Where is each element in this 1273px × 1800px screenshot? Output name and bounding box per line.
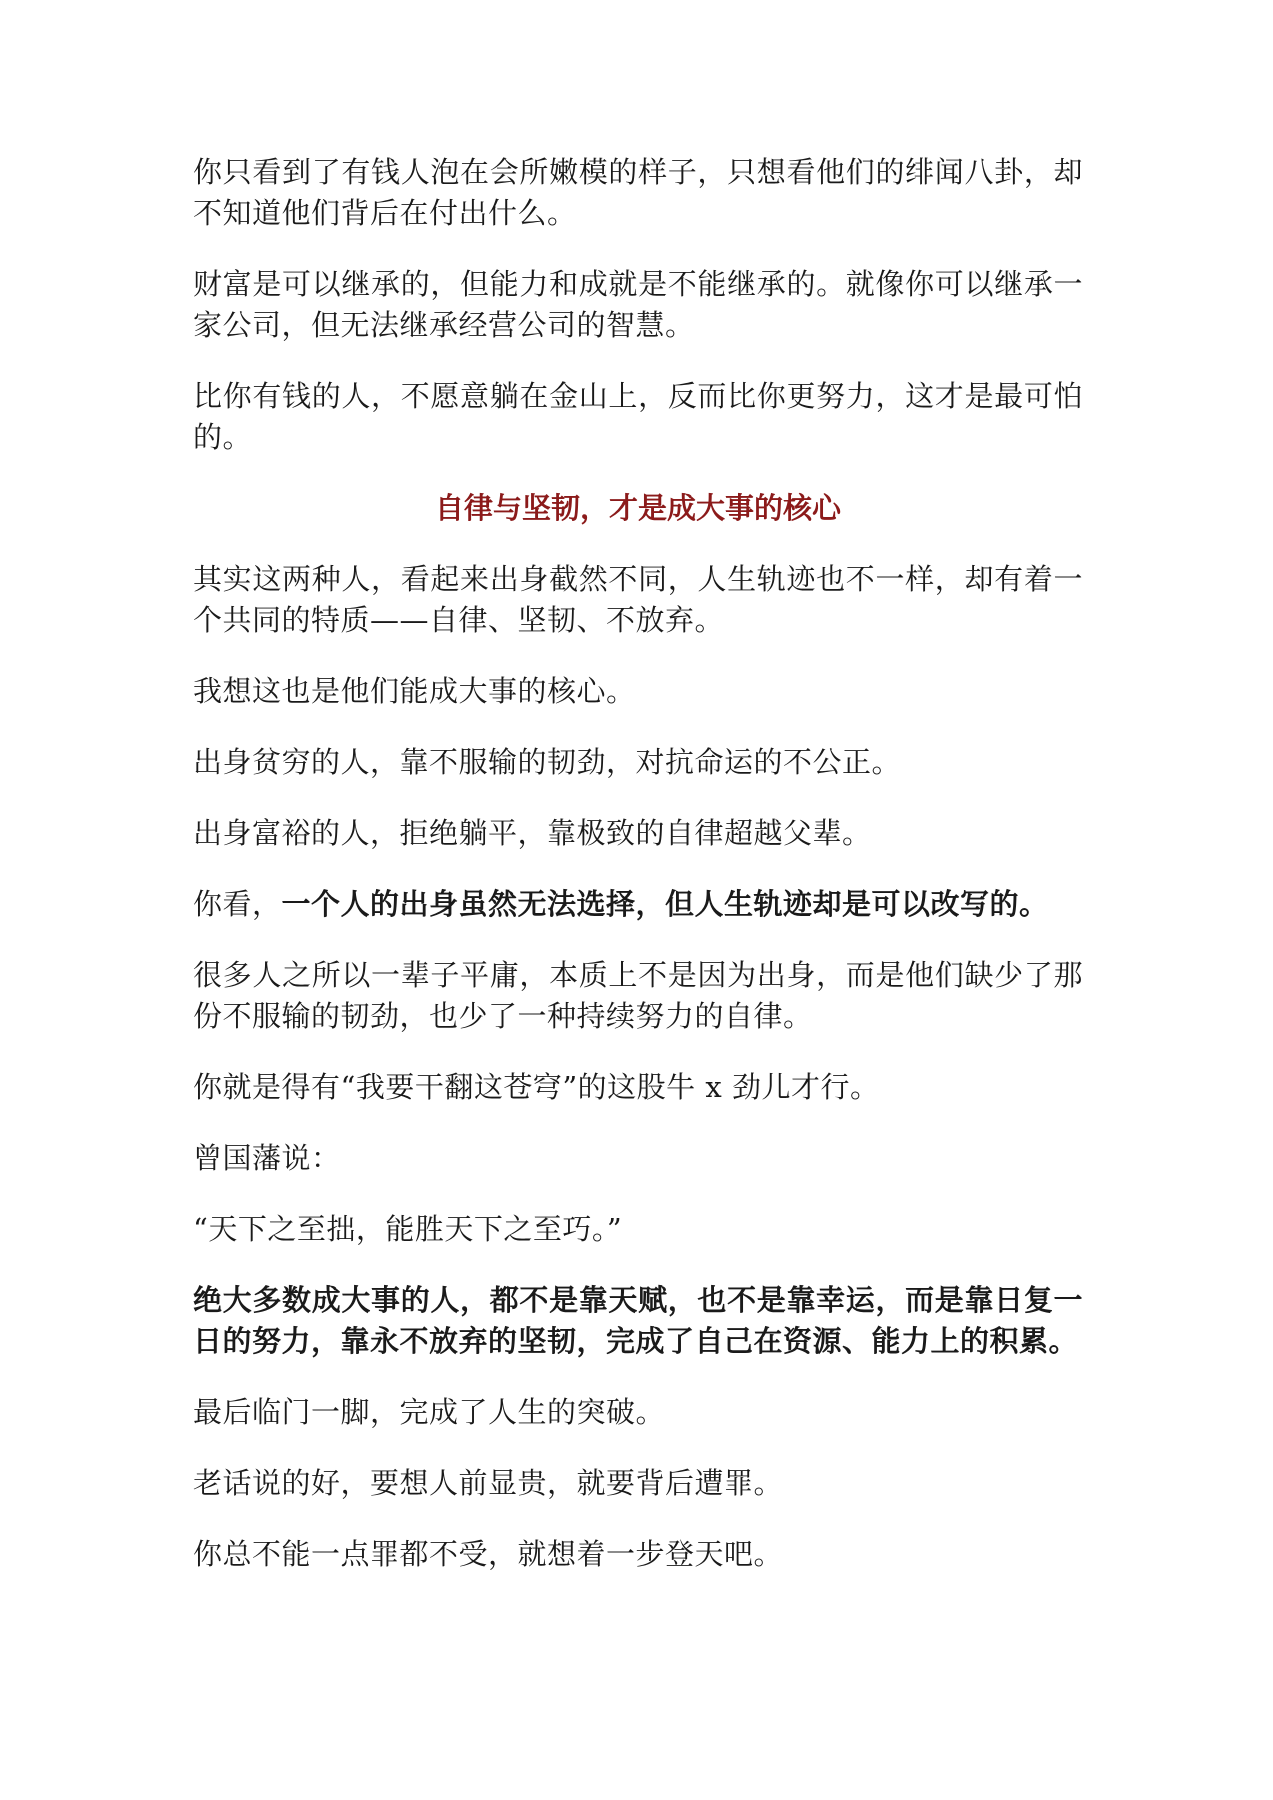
document-page bbox=[193, 152, 1083, 1605]
paragraph: 很多人之所以一辈子平庸，本质上不是因为出身，而是他们缺少了那份不服输的韧劲，也少了一种持续努力的自律。 bbox=[193, 958, 1083, 1033]
paragraph-bold-text: 一个人的出身虽然无法选择，但人生轨迹却是可以改写的。 bbox=[281, 887, 1049, 921]
paragraph-lead: 你看， bbox=[193, 887, 282, 921]
paragraph: 财富是可以继承的，但能力和成就是不能继承的。就像你可以继承一家公司，但无法继承经营公司的智慧。 bbox=[193, 267, 1083, 342]
paragraph: 我想这也是他们能成大事的核心。 bbox=[193, 674, 636, 708]
paragraph: 曾国藩说： bbox=[193, 1141, 341, 1175]
section-heading: 自律与坚韧，才是成大事的核心 bbox=[434, 491, 841, 525]
paragraph: 其实这两种人，看起来出身截然不同，人生轨迹也不一样，却有着一个共同的特质——自律、坚韧、不放弃。 bbox=[193, 562, 1083, 637]
paragraph: 出身贫穷的人，靠不服输的韧劲，对抗命运的不公正。 bbox=[193, 745, 902, 779]
paragraph-bold: 绝大多数成大事的人，都不是靠天赋，也不是靠幸运，而是靠日复一日的努力，靠永不放弃的坚韧，完成了自己在资源、能力上的积累。 bbox=[193, 1283, 1083, 1358]
paragraph: 比你有钱的人，不愿意躺在金山上，反而比你更努力，这才是最可怕的。 bbox=[193, 379, 1083, 454]
paragraph-emphasis bbox=[193, 884, 1083, 925]
paragraph: 你总不能一点罪都不受，就想着一步登天吧。 bbox=[193, 1537, 784, 1571]
paragraph: 出身富裕的人，拒绝躺平，靠极致的自律超越父辈。 bbox=[193, 816, 872, 850]
paragraph: 你只看到了有钱人泡在会所嫩模的样子，只想看他们的绯闻八卦，却不知道他们背后在付出什么。 bbox=[193, 155, 1083, 230]
paragraph: 最后临门一脚，完成了人生的突破。 bbox=[193, 1395, 666, 1429]
paragraph: 你就是得有“我要干翻这苍穹”的这股牛 x 劲儿才行。 bbox=[193, 1070, 880, 1104]
paragraph: 老话说的好，要想人前显贵，就要背后遭罪。 bbox=[193, 1466, 784, 1500]
quote: “天下之至拙，能胜天下之至巧。” bbox=[193, 1212, 623, 1246]
